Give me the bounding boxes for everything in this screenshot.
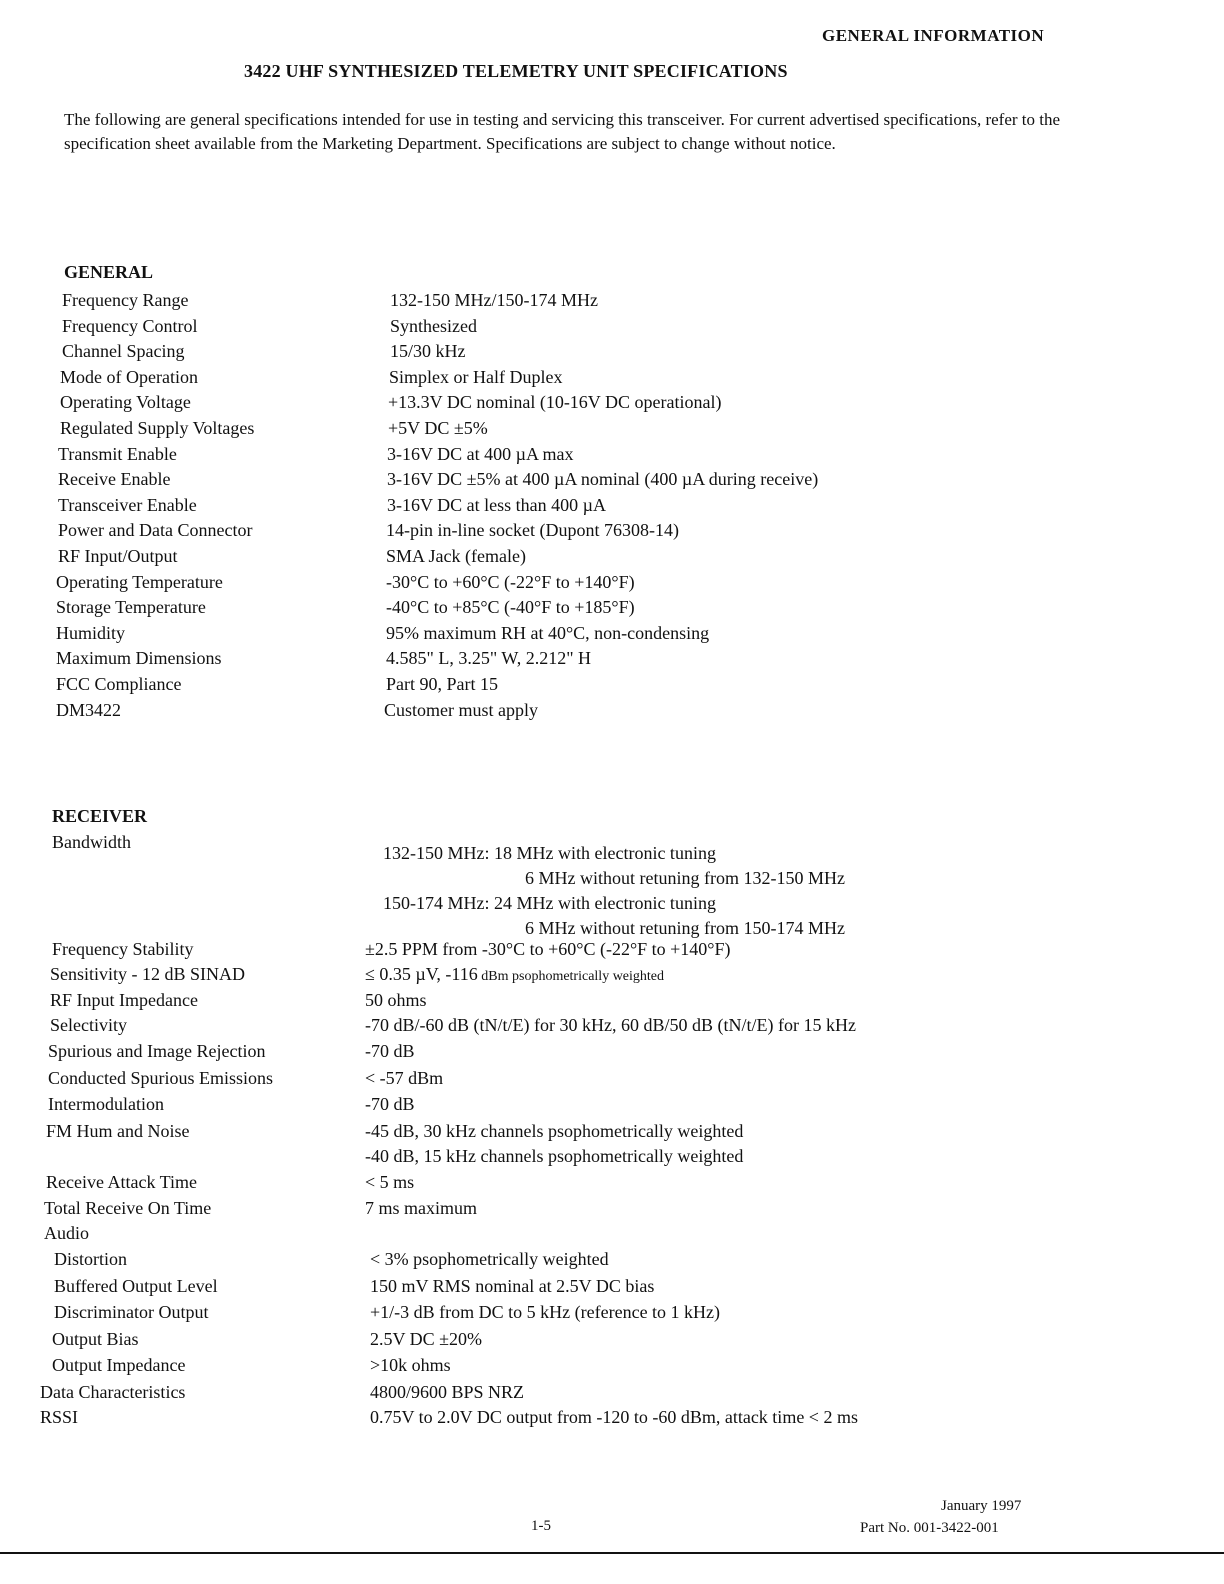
- general-spec-label: Humidity: [56, 622, 126, 643]
- general-spec-value: 14-pin in-line socket (Dupont 76308-14): [386, 520, 679, 541]
- receiver-spec-label: Conducted Spurious Emissions: [48, 1068, 274, 1088]
- receiver-spec-value: < -57 dBm: [365, 1068, 444, 1088]
- receiver-spec-label: Distortion: [54, 1249, 128, 1269]
- general-spec-label: Storage Temperature: [56, 597, 206, 618]
- general-spec-value: 3-16V DC at less than 400 µA: [387, 494, 607, 515]
- receiver-spec-value: +1/-3 dB from DC to 5 kHz (reference to 1 kHz): [370, 1302, 721, 1322]
- receiver-spec-label: Audio: [44, 1223, 89, 1243]
- receiver-spec-value-note: dBm psophometrically weighted: [477, 969, 665, 984]
- receiver-spec-value: 7 ms maximum: [365, 1198, 477, 1218]
- bandwidth-line: 6 MHz without retuning from 150-174 MHz: [525, 918, 845, 938]
- general-spec-label: Channel Spacing: [62, 341, 185, 362]
- receiver-spec-value: -70 dB: [365, 1094, 415, 1114]
- bottom-rule: [0, 1552, 1224, 1554]
- section-label: GENERAL INFORMATION: [822, 26, 1045, 45]
- general-spec-label: Power and Data Connector: [58, 520, 253, 541]
- page-title: 3422 UHF SYNTHESIZED TELEMETRY UNIT SPECIFICATIONS: [244, 61, 788, 81]
- general-spec-value: 132-150 MHz/150-174 MHz: [390, 290, 598, 310]
- general-spec-label: Operating Temperature: [56, 571, 223, 592]
- receiver-spec-value: -45 dB, 30 kHz channels psophometrically weighted: [365, 1121, 744, 1141]
- general-spec-value: -30°C to +60°C (-22°F to +140°F): [386, 571, 635, 592]
- receiver-spec-value: 2.5V DC ±20%: [370, 1329, 483, 1349]
- general-spec-label: Transmit Enable: [58, 443, 177, 464]
- receiver-spec-label: Discriminator Output: [54, 1302, 209, 1322]
- receiver-spec-label: Sensitivity - 12 dB SINAD: [50, 964, 246, 984]
- general-spec-value: 3-16V DC ±5% at 400 µA nominal (400 µA during receive): [387, 469, 819, 490]
- bandwidth-line: 6 MHz without retuning from 132-150 MHz: [525, 868, 845, 888]
- receiver-spec-label: Total Receive On Time: [44, 1198, 212, 1218]
- general-spec-value: Synthesized: [390, 315, 477, 336]
- receiver-spec-label: Selectivity: [50, 1015, 127, 1035]
- general-spec-value: +13.3V DC nominal (10-16V DC operational): [388, 392, 722, 413]
- receiver-spec-value: < 3% psophometrically weighted: [370, 1249, 609, 1269]
- general-spec-label: Regulated Supply Voltages: [60, 418, 255, 438]
- general-spec-label: Maximum Dimensions: [56, 648, 222, 669]
- receiver-spec-value: ≤ 0.35 µV, -116 dBm psophometrically weighted: [365, 964, 665, 984]
- receiver-spec-label: Receive Attack Time: [46, 1172, 197, 1192]
- general-spec-label: RF Input/Output: [58, 546, 178, 566]
- intro-paragraph: The following are general specifications intended for use in testing and servicing this transceiver. For current advertised specifications, refer to the specification sheet available from the Marketing Department. Specifications are subject to change without notice.: [64, 110, 1061, 153]
- receiver-spec-value: 0.75V to 2.0V DC output from -120 to -60 dBm, attack time < 2 ms: [370, 1407, 858, 1427]
- receiver-spec-label: Output Impedance: [52, 1355, 186, 1375]
- general-spec-value: 15/30 kHz: [390, 341, 466, 362]
- general-spec-label: Operating Voltage: [60, 392, 191, 413]
- page-number: 1-5: [531, 1518, 551, 1534]
- part-number: Part No. 001-3422-001: [860, 1520, 999, 1536]
- general-spec-label: Receive Enable: [58, 469, 171, 490]
- general-spec-value: Simplex or Half Duplex: [389, 366, 563, 387]
- general-spec-value: 95% maximum RH at 40°C, non-condensing: [386, 622, 710, 643]
- receiver-spec-value: 150 mV RMS nominal at 2.5V DC bias: [370, 1276, 655, 1296]
- receiver-spec-value: 50 ohms: [365, 990, 427, 1010]
- receiver-spec-value: < 5 ms: [365, 1172, 415, 1192]
- general-spec-value: +5V DC ±5%: [388, 418, 488, 438]
- receiver-spec-label: Output Bias: [52, 1329, 139, 1349]
- receiver-spec-value: 4800/9600 BPS NRZ: [370, 1382, 525, 1402]
- general-spec-value: 4.585" L, 3.25" W, 2.212" H: [386, 648, 592, 669]
- general-spec-label: Mode of Operation: [60, 366, 198, 387]
- general-spec-label: Frequency Range: [62, 290, 189, 310]
- bandwidth-label: Bandwidth: [52, 832, 131, 852]
- receiver-spec-label: Frequency Stability: [52, 939, 194, 959]
- receiver-spec-label: FM Hum and Noise: [46, 1121, 190, 1141]
- receiver-spec-label: Intermodulation: [48, 1094, 164, 1114]
- general-spec-value: Customer must apply: [384, 699, 538, 720]
- general-spec-value: SMA Jack (female): [386, 546, 526, 566]
- receiver-spec-label: Data Characteristics: [40, 1382, 186, 1402]
- general-spec-label: Frequency Control: [62, 315, 198, 336]
- general-spec-label: Transceiver Enable: [58, 494, 197, 515]
- general-spec-value: Part 90, Part 15: [386, 674, 498, 694]
- receiver-spec-label: RF Input Impedance: [50, 990, 198, 1010]
- general-heading: GENERAL: [64, 262, 154, 282]
- receiver-spec-value: >10k ohms: [370, 1355, 451, 1375]
- receiver-spec-value: -40 dB, 15 kHz channels psophometrically weighted: [365, 1146, 744, 1166]
- general-spec-value: -40°C to +85°C (-40°F to +185°F): [386, 597, 635, 618]
- general-spec-value: 3-16V DC at 400 µA max: [387, 443, 574, 464]
- bandwidth-line: 150-174 MHz: 24 MHz with electronic tuning: [383, 893, 716, 913]
- receiver-spec-value: -70 dB/-60 dB (tN/t/E) for 30 kHz, 60 dB/50 dB (tN/t/E) for 15 kHz: [365, 1015, 856, 1035]
- receiver-spec-value: -70 dB: [365, 1041, 415, 1061]
- receiver-spec-value: ±2.5 PPM from -30°C to +60°C (-22°F to +140°F): [365, 939, 731, 959]
- receiver-spec-label: Buffered Output Level: [54, 1276, 218, 1296]
- bandwidth-line: 132-150 MHz: 18 MHz with electronic tuning: [383, 843, 716, 863]
- receiver-heading: RECEIVER: [52, 806, 148, 826]
- receiver-spec-label: RSSI: [40, 1407, 79, 1427]
- general-spec-label: DM3422: [56, 699, 122, 720]
- receiver-spec-label: Spurious and Image Rejection: [48, 1041, 266, 1061]
- footer-date: January 1997: [941, 1498, 1022, 1514]
- general-spec-label: FCC Compliance: [56, 674, 182, 694]
